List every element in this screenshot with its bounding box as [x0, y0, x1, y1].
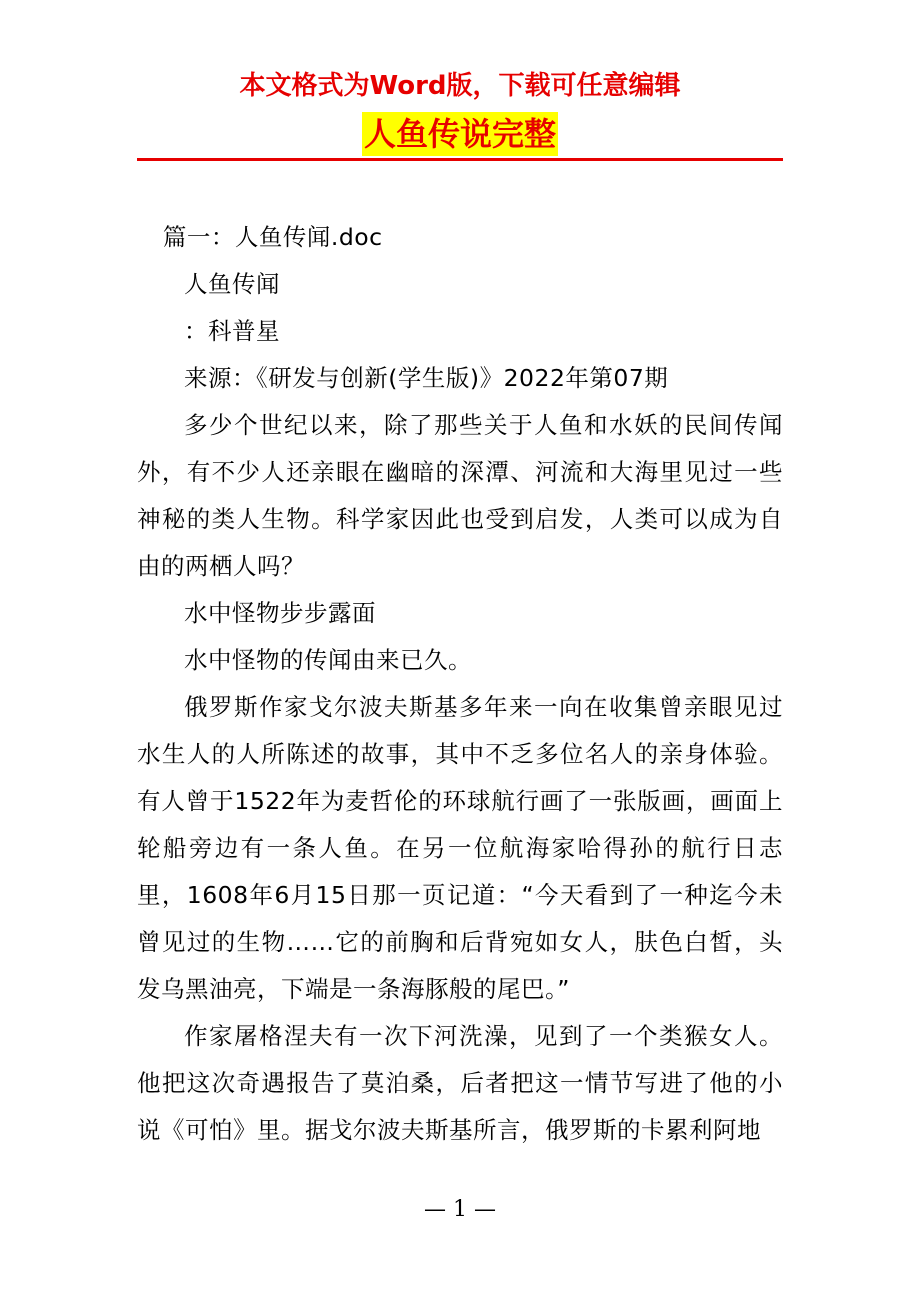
document-body [137, 214, 783, 1154]
title-divider [137, 158, 783, 161]
page-number: — 1 — [424, 1197, 496, 1222]
paragraph-subheading: 水中怪物步步露面 [184, 599, 376, 627]
paragraph-source-file: 篇一：人鱼传闻.doc [162, 223, 383, 251]
document-title: 人鱼传说完整 [362, 112, 558, 156]
title-container [0, 112, 920, 156]
paragraph-article-title: 人鱼传闻 [184, 270, 280, 298]
paragraph-body: 水中怪物的传闻由来已久。 [184, 646, 472, 674]
format-banner: 本文格式为Word版，下载可任意编辑 [239, 71, 681, 101]
paragraph-body: 俄罗斯作家戈尔波夫斯基多年来一向在收集曾亲眼见过水生人的人所陈述的故事，其中不乏多位名人的亲身体验。有人曾于1522年为麦哲伦的环球航行画了一张版画，画面上轮船旁边有一条人鱼。在另一位航海家哈得孙的航行日志里，1608年6月15日那一页记道：“今天看到了一种迄今未曾见过的生物……它的前胸和后背宛如女人，肤色白皙，头发乌黑油亮，下端是一条海豚般的尾巴。” [137, 693, 783, 1003]
paragraph-body: 作家屠格涅夫有一次下河洗澡，见到了一个类猴女人。他把这次奇遇报告了莫泊桑，后者把这一情节写进了他的小说《可怕》里。据戈尔波夫斯基所言，俄罗斯的卡累利阿地 [137, 1022, 783, 1144]
paragraph-source: 来源：《研发与创新(学生版)》2022年第07期 [184, 364, 669, 392]
paragraph-body: 多少个世纪以来，除了那些关于人鱼和水妖的民间传闻外，有不少人还亲眼在幽暗的深潭、河流和大海里见过一些神秘的类人生物。科学家因此也受到启发，人类可以成为自由的两栖人吗？ [137, 411, 783, 580]
paragraph-author: ：科普星 [184, 317, 280, 345]
